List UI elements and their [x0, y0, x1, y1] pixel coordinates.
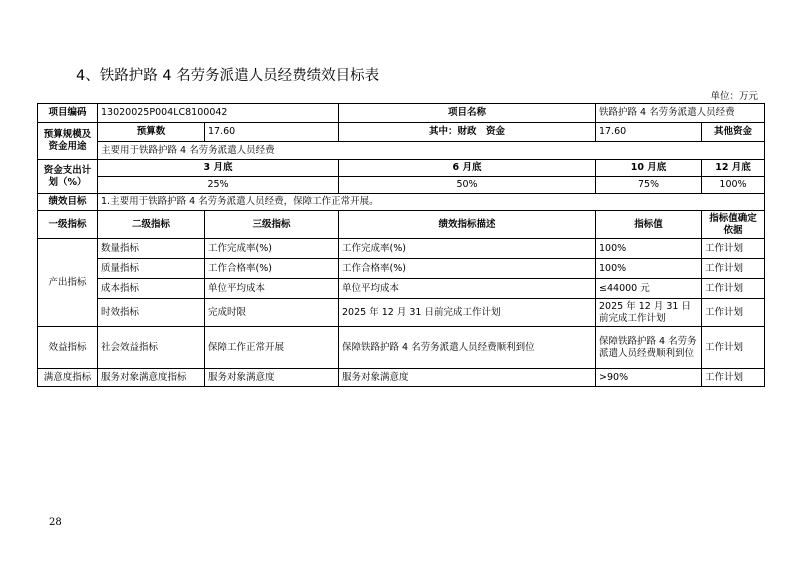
goal-row — [38, 194, 765, 211]
project-code: 13020025P004LC8100042 — [98, 104, 339, 123]
plan-value-q1: 25% — [98, 177, 339, 194]
value-cell: 100% — [596, 239, 702, 259]
budget-row — [38, 123, 765, 142]
indicator-row — [38, 327, 765, 369]
plan-header-row — [38, 160, 765, 177]
budget-scale-label: 预算规模及资金用途 — [38, 123, 98, 160]
indicator-row — [38, 279, 765, 299]
basis-cell: 工作计划 — [702, 299, 765, 327]
indicator-row — [38, 299, 765, 327]
desc-cell: 服务对象满意度 — [339, 369, 596, 387]
usage-row — [38, 142, 765, 160]
plan-header-q4: 12 月底 — [702, 160, 765, 177]
page-number: 28 — [49, 517, 62, 528]
level1-output: 产出指标 — [38, 239, 98, 327]
level2-cell: 质量指标 — [98, 259, 205, 279]
page-title: 4、铁路护路 4 名劳务派遣人员经费绩效目标表 — [76, 68, 380, 84]
desc-cell: 保障铁路护路 4 名劳务派遣人员经费顺利到位 — [339, 327, 596, 369]
level2-cell: 服务对象满意度指标 — [98, 369, 205, 387]
indicator-row — [38, 239, 765, 259]
level1-benefit: 效益指标 — [38, 327, 98, 369]
performance-table — [37, 103, 765, 387]
header-basis: 指标值确定依据 — [702, 211, 765, 239]
plan-header-q1: 3 月底 — [98, 160, 339, 177]
level3-cell: 单位平均成本 — [205, 279, 339, 299]
indicator-row — [38, 369, 765, 387]
basis-cell: 工作计划 — [702, 239, 765, 259]
project-name: 铁路护路 4 名劳务派遣人员经费 — [596, 104, 765, 123]
level3-cell: 完成时限 — [205, 299, 339, 327]
level3-cell: 工作合格率(%) — [205, 259, 339, 279]
header-level2: 二级指标 — [98, 211, 205, 239]
value-cell: 100% — [596, 259, 702, 279]
desc-cell: 2025 年 12 月 31 日前完成工作计划 — [339, 299, 596, 327]
plan-header-q2: 6 月底 — [339, 160, 596, 177]
level2-cell: 数量指标 — [98, 239, 205, 259]
level2-cell: 成本指标 — [98, 279, 205, 299]
goal-label: 绩效目标 — [38, 194, 98, 211]
plan-value-q3: 75% — [596, 177, 702, 194]
plan-label: 资金支出计划（%） — [38, 160, 98, 194]
basis-cell: 工作计划 — [702, 327, 765, 369]
project-name-label: 项目名称 — [339, 104, 596, 123]
header-value: 指标值 — [596, 211, 702, 239]
fiscal-fund-value: 17.60 — [596, 123, 702, 142]
value-cell: >90% — [596, 369, 702, 387]
value-cell: 2025 年 12 月 31 日前完成工作计划 — [596, 299, 702, 327]
value-cell: 保障铁路护路 4 名劳务派遣人员经费顺利到位 — [596, 327, 702, 369]
level3-cell: 保障工作正常开展 — [205, 327, 339, 369]
budget-amount: 17.60 — [205, 123, 339, 142]
plan-value-q2: 50% — [339, 177, 596, 194]
project-row — [38, 104, 765, 123]
unit-label: 单位：万元 — [710, 91, 758, 102]
level2-cell: 社会效益指标 — [98, 327, 205, 369]
header-level3: 三级指标 — [205, 211, 339, 239]
desc-cell: 工作合格率(%) — [339, 259, 596, 279]
level2-cell: 时效指标 — [98, 299, 205, 327]
plan-value-q4: 100% — [702, 177, 765, 194]
level1-satisfaction: 满意度指标 — [38, 369, 98, 387]
basis-cell: 工作计划 — [702, 279, 765, 299]
header-desc: 绩效指标描述 — [339, 211, 596, 239]
plan-header-q3: 10 月底 — [596, 160, 702, 177]
indicator-row — [38, 259, 765, 279]
project-code-label: 项目编码 — [38, 104, 98, 123]
other-fund-label: 其他资金 — [702, 123, 765, 141]
header-level1: 一级指标 — [38, 211, 98, 239]
level3-cell: 服务对象满意度 — [205, 369, 339, 387]
budget-amount-label: 预算数 — [98, 123, 205, 142]
plan-value-row — [38, 177, 765, 194]
basis-cell: 工作计划 — [702, 259, 765, 279]
level3-cell: 工作完成率(%) — [205, 239, 339, 259]
desc-cell: 工作完成率(%) — [339, 239, 596, 259]
goal-text: 1.主要用于铁路护路 4 名劳务派遣人员经费，保障工作正常开展。 — [98, 194, 765, 211]
budget-usage: 主要用于铁路护路 4 名劳务派遣人员经费 — [98, 142, 765, 160]
fiscal-fund-label: 其中：财政 资金 — [339, 123, 596, 142]
other-fund-cell — [702, 123, 765, 142]
desc-cell: 单位平均成本 — [339, 279, 596, 299]
indicator-header-row — [38, 211, 765, 239]
basis-cell: 工作计划 — [702, 369, 765, 387]
value-cell: ≤44000 元 — [596, 279, 702, 299]
